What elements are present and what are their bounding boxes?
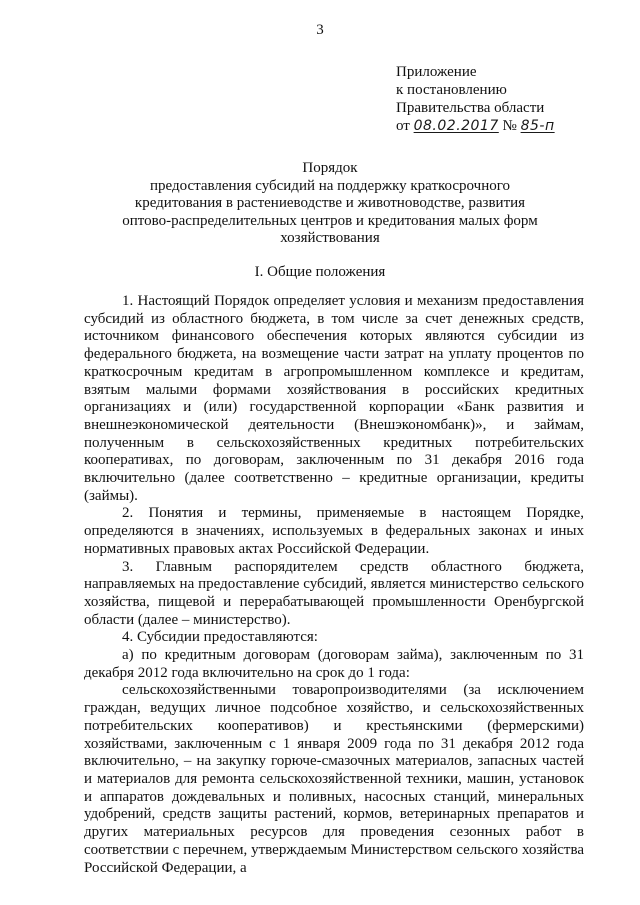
title-line-1: Порядок: [302, 160, 358, 176]
paragraph-1: 1. Настоящий Порядок определяет условия и механизм предоставления субсидий из областного бюджета, в том числе за счет денежных средств, источником финансового обеспечения которых являются субсидии из федерального бюджета, на возмещение части затрат на уплату процентов по краткосрочным кредитам в агропромышленном комплексе и кредитам, взятым малыми формами хозяйствования в российских кредитных организациях и (или) государственной корпорации «Банк развития и внешнеэкономической деятельности (Внешэкономбанк)», и займам, полученным в сельскохозяйственных кредитных потребительских кооперативах, по договорам, заключенным по 31 декабря 2016 года включительно (далее соответственно – кредитные организации, кредиты (займы).: [84, 293, 584, 504]
body-text: [84, 293, 584, 877]
title-line-2: предоставления субсидий на поддержку краткосрочного: [149, 177, 511, 194]
appendix-line-3: Правительства области: [396, 100, 545, 116]
paragraph-4: 4. Субсидии предоставляются:: [122, 629, 318, 646]
paragraph-4a-detail: сельскохозяйственными товаропроизводителями (за исключением граждан, ведущих личное подсобное хозяйство, и сельскохозяйственных потребительских кооперативов) и крестьянскими (фермерскими) хозяйствами, заключенным с 1 января 2009 года по 31 декабря 2012 года включительно, – на закупку горюче-смазочных материалов, запасных частей и материалов для ремонта сельскохозяйственной техники, машин, установок и аппаратов дождевальных и поливных, насосных станций, минеральных удобрений, средств защиты растений, кормов, ветеринарных препаратов и других материальных ресурсов для проведения сезонных работ в соответствии с перечнем, утверждаемым Министерством сельского хозяйства Российской Федерации, а: [84, 682, 584, 876]
number-prefix: №: [502, 118, 517, 134]
handwritten-number: 85-п: [520, 118, 555, 134]
section-heading: I. Общие положения: [254, 264, 386, 280]
appendix-line-2: к постановлению: [396, 82, 507, 98]
appendix-line-1: Приложение: [396, 64, 477, 80]
title-line-4: оптово-распределительных центров и кредитования малых форм: [122, 212, 538, 229]
paragraph-4a: а) по кредитным договорам (договорам займа), заключенным по 31 декабря 2012 года включительно на срок до 1 года:: [84, 647, 584, 681]
date-prefix: от: [396, 118, 410, 134]
title-line-3: кредитования в растениеводстве и животноводстве, развития: [134, 195, 526, 212]
document-title: [80, 160, 580, 248]
handwritten-date: 08.02.2017: [413, 118, 499, 134]
paragraph-3: 3. Главным распорядителем средств областного бюджета, направляемых на предоставление субсидий, является министерство сельского хозяйства, пищевой и перерабатывающей промышленности Оренбургской области (далее – министерство).: [84, 558, 584, 628]
page-number: 3: [316, 22, 324, 38]
paragraph-2: 2. Понятия и термины, применяемые в настоящем Порядке, определяются в значениях, используемых в федеральных законах и иных нормативных правовых актах Российской Федерации.: [84, 505, 584, 557]
appendix-date-line: [396, 117, 626, 135]
appendix-block: [396, 63, 626, 135]
title-line-5: хозяйствования: [280, 230, 380, 247]
